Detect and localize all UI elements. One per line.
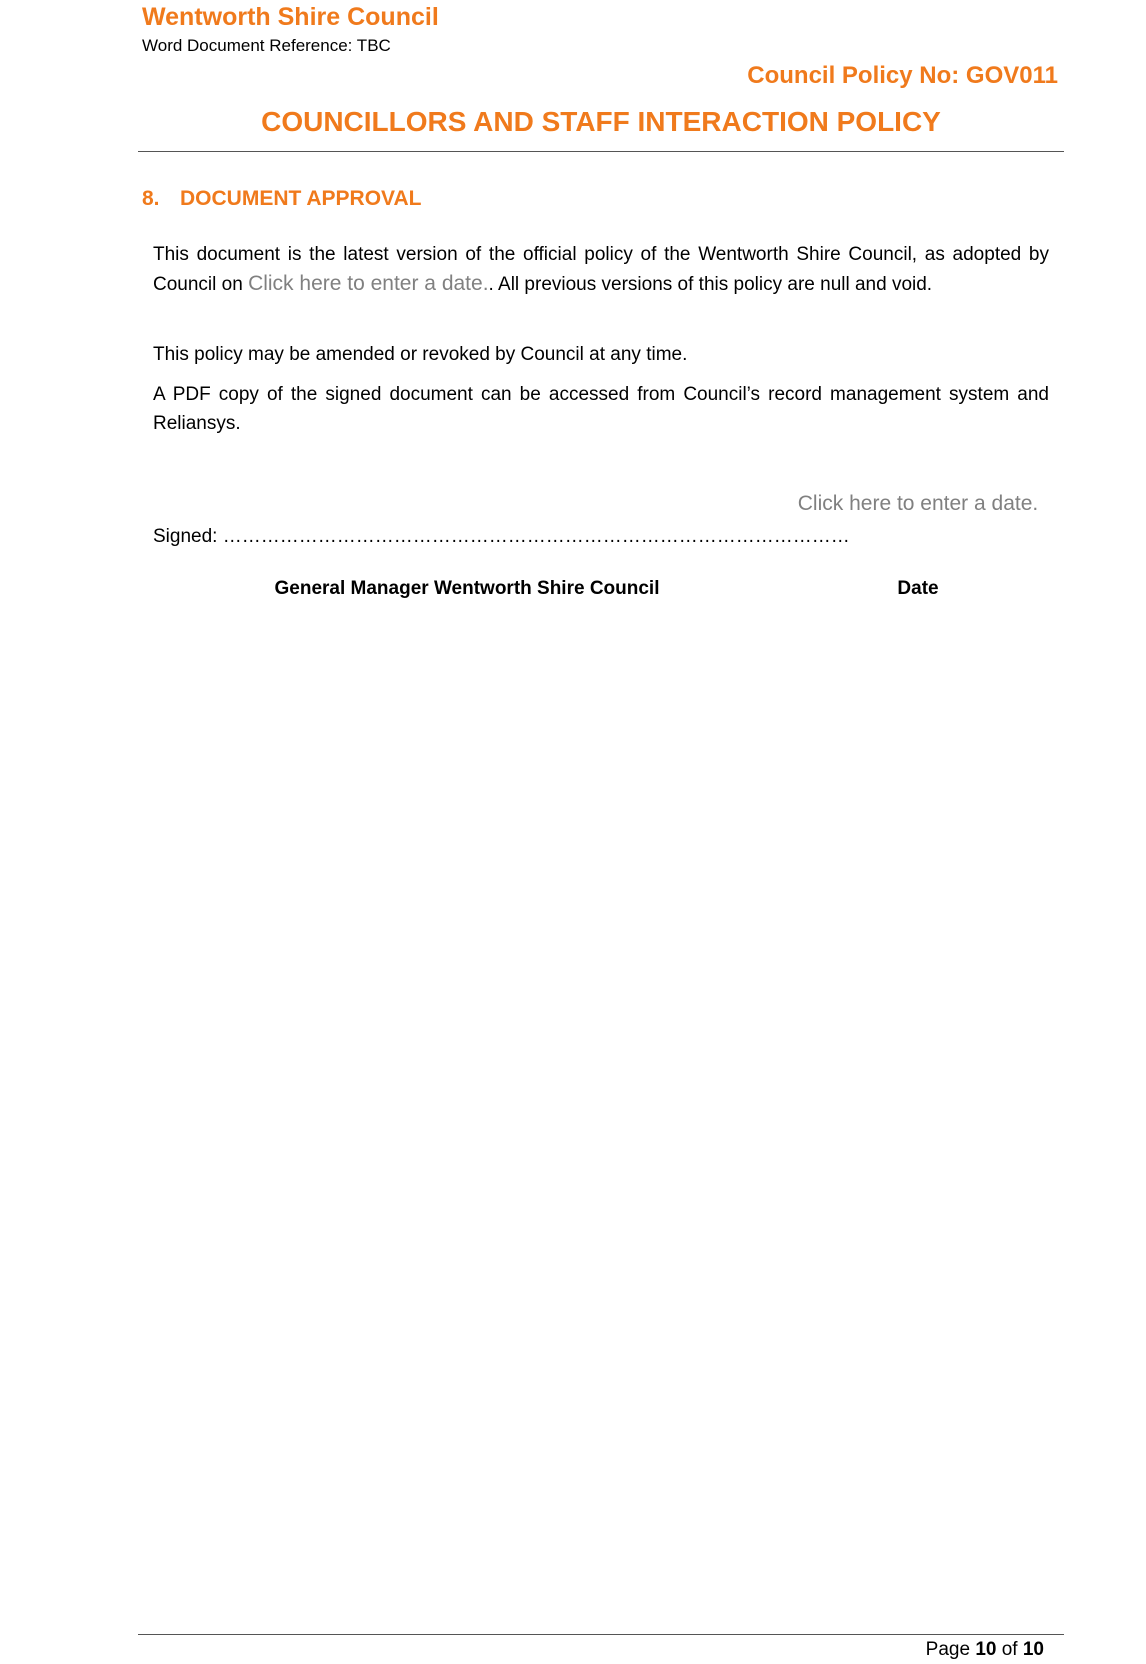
approval-text-end: . All previous versions of this policy are null and void. bbox=[488, 274, 933, 295]
section-title: DOCUMENT APPROVAL bbox=[180, 187, 422, 210]
signature-line: Signed: ……………………………………………………………………………………… bbox=[153, 526, 850, 547]
footer-divider bbox=[138, 1634, 1064, 1635]
pdf-copy-paragraph: A PDF copy of the signed document can be accessed from Council’s record management system and Reliansys. bbox=[153, 384, 1049, 434]
policy-number: Council Policy No: GOV011 bbox=[747, 62, 1058, 89]
signatory-label: General Manager Wentworth Shire Council bbox=[274, 578, 660, 599]
amendment-paragraph: This policy may be amended or revoked by Council at any time. bbox=[153, 344, 688, 365]
page-total: 10 bbox=[1022, 1639, 1044, 1660]
adoption-date-field[interactable]: Click here to enter a date. bbox=[248, 272, 489, 295]
signature-date-field[interactable]: Click here to enter a date. bbox=[797, 492, 1039, 515]
date-label: Date bbox=[897, 578, 939, 599]
approval-text-start: This document is the latest version of the official policy of the Wentworth Shire Council, as adopted by Council on bbox=[153, 244, 1049, 295]
page-of: of bbox=[996, 1639, 1023, 1660]
policy-title: COUNCILLORS AND STAFF INTERACTION POLICY bbox=[261, 106, 941, 137]
approval-paragraph bbox=[153, 240, 1049, 299]
page-number bbox=[926, 1636, 1044, 1664]
header-divider bbox=[138, 151, 1064, 152]
section-number: 8. bbox=[142, 187, 160, 210]
document-reference: Word Document Reference: TBC bbox=[142, 36, 391, 55]
page-current: 10 bbox=[975, 1639, 997, 1660]
organization-name: Wentworth Shire Council bbox=[142, 3, 439, 31]
page-prefix: Page bbox=[925, 1639, 976, 1660]
section-heading bbox=[142, 184, 422, 214]
